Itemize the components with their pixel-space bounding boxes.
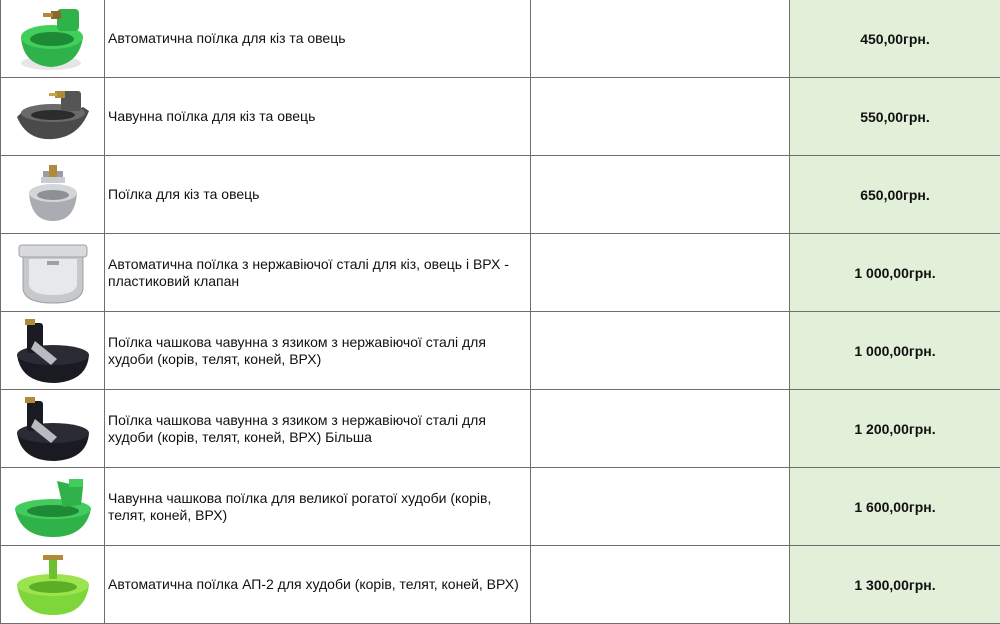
product-price: 550,00грн. xyxy=(790,78,1000,156)
green-round-drinker-icon xyxy=(13,549,93,621)
empty-cell xyxy=(531,156,790,234)
product-image-cell[interactable] xyxy=(1,234,105,312)
table-row xyxy=(1,390,1000,468)
empty-cell xyxy=(531,234,790,312)
empty-cell xyxy=(531,468,790,546)
black-bowl-drinker-large-icon xyxy=(13,393,93,465)
product-image-cell[interactable] xyxy=(1,156,105,234)
black-bowl-drinker-icon xyxy=(13,315,93,387)
product-price: 650,00грн. xyxy=(790,156,1000,234)
steel-drinker-icon xyxy=(13,159,93,231)
product-price: 1 000,00грн. xyxy=(790,234,1000,312)
product-price: 1 600,00грн. xyxy=(790,468,1000,546)
product-price: 1 000,00грн. xyxy=(790,312,1000,390)
product-name: Автоматична поїлка для кіз та овець xyxy=(105,0,531,78)
product-name: Чавунна поїлка для кіз та овець xyxy=(105,78,531,156)
table-row xyxy=(1,0,1000,78)
table-row xyxy=(1,78,1000,156)
empty-cell xyxy=(531,78,790,156)
product-name: Поїлка для кіз та овець xyxy=(105,156,531,234)
product-image-cell[interactable] xyxy=(1,78,105,156)
product-name: Чавунна чашкова поїлка для великої рогатої худоби (корів, телят, коней, ВРХ) xyxy=(105,468,531,546)
green-automatic-drinker-icon xyxy=(13,3,93,75)
product-image-cell[interactable] xyxy=(1,468,105,546)
empty-cell xyxy=(531,390,790,468)
product-image-cell[interactable] xyxy=(1,546,105,624)
product-image-cell[interactable] xyxy=(1,312,105,390)
empty-cell xyxy=(531,0,790,78)
product-price: 1 200,00грн. xyxy=(790,390,1000,468)
table-row xyxy=(1,546,1000,624)
table-row xyxy=(1,156,1000,234)
product-image-cell[interactable] xyxy=(1,0,105,78)
cast-iron-drinker-icon xyxy=(13,81,93,153)
product-name: Поїлка чашкова чавунна з язиком з нержавіючої сталі для худоби (корів, телят, коней, ВРХ) xyxy=(105,312,531,390)
table-row xyxy=(1,312,1000,390)
empty-cell xyxy=(531,546,790,624)
table-row xyxy=(1,234,1000,312)
product-image-cell[interactable] xyxy=(1,390,105,468)
green-bowl-drinker-icon xyxy=(13,471,93,543)
table-row xyxy=(1,468,1000,546)
product-price: 1 300,00грн. xyxy=(790,546,1000,624)
product-name: Автоматична поїлка АП-2 для худоби (корів, телят, коней, ВРХ) xyxy=(105,546,531,624)
product-price: 450,00грн. xyxy=(790,0,1000,78)
product-name: Автоматична поїлка з нержавіючої сталі для кіз, овець і ВРХ - пластиковий клапан xyxy=(105,234,531,312)
stainless-steel-drinker-icon xyxy=(13,237,93,309)
empty-cell xyxy=(531,312,790,390)
product-name: Поїлка чашкова чавунна з язиком з нержавіючої сталі для худоби (корів, телят, коней, ВРХ) Більша xyxy=(105,390,531,468)
